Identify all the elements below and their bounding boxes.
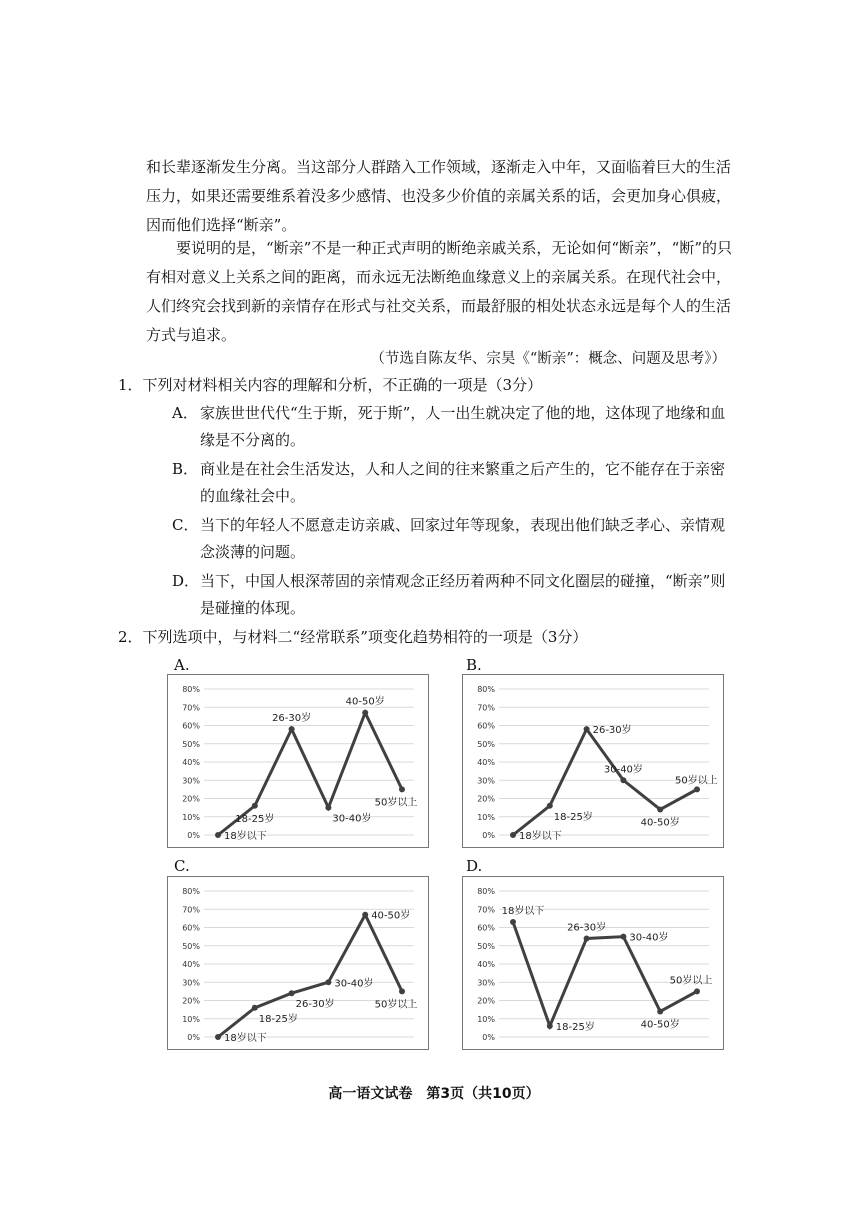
y-tick-label: 20% [182, 794, 200, 804]
question-1-option-d[interactable] [172, 568, 732, 622]
chart-option-label-b[interactable]: B. [466, 656, 482, 674]
chart-a [167, 674, 429, 848]
y-tick-label: 30% [477, 978, 495, 988]
data-point [547, 1023, 553, 1029]
chart-b [462, 674, 724, 848]
data-label: 50岁以上 [669, 975, 713, 987]
y-tick-label: 0% [482, 1033, 495, 1042]
data-label: 50岁以上 [675, 775, 718, 787]
option-label: D． [172, 572, 200, 590]
data-label: 30-40岁 [603, 764, 643, 776]
y-tick-label: 80% [477, 685, 495, 694]
data-label: 18岁以下 [519, 831, 562, 842]
y-tick-label: 60% [182, 721, 200, 731]
option-text: 当下，中国人根深蒂固的亲情观念正经历着两种不同文化圈层的碰撞，“断亲”则是碰撞的体现。 [200, 572, 726, 617]
y-tick-label: 20% [477, 996, 495, 1006]
data-point [584, 726, 590, 732]
y-tick-label: 80% [477, 887, 495, 896]
y-tick-label: 20% [477, 794, 495, 804]
y-tick-label: 70% [182, 703, 200, 713]
data-label: 18-25岁 [258, 1013, 298, 1025]
y-tick-label: 0% [187, 1033, 200, 1042]
data-point [399, 988, 405, 994]
y-tick-label: 70% [477, 905, 495, 915]
data-point [399, 786, 405, 792]
data-label: 50岁以上 [374, 797, 418, 809]
y-tick-label: 50% [477, 941, 495, 951]
data-label: 18岁以下 [224, 831, 267, 842]
data-point [252, 803, 258, 809]
question-1-option-b[interactable] [172, 456, 732, 510]
question-1-option-c[interactable] [172, 512, 732, 566]
data-point [362, 912, 368, 918]
data-label: 26-30岁 [295, 999, 335, 1011]
passage-paragraph-1: 和长辈逐渐发生分离。当这部分人群踏入工作领域，逐渐走入中年，又面临着巨大的生活压力，如果还需要维系着没多少感情、也没多少价值的亲属关系的话，会更加身心俱疲，因而他们选择“断亲”。 [146, 158, 732, 234]
y-tick-label: 80% [182, 685, 200, 694]
data-label: 30-40岁 [332, 813, 372, 825]
data-point [694, 988, 700, 994]
option-text: 当下的年轻人不愿意走访亲戚、回家过年等现象，表现出他们缺乏孝心、亲情观念淡薄的问题。 [200, 516, 726, 561]
chart-b-svg [463, 675, 723, 847]
data-label: 40-50岁 [371, 910, 411, 922]
page-footer: 高一语文试卷 第3页（共10页） [328, 1086, 540, 1102]
y-tick-label: 40% [477, 960, 495, 969]
y-tick-label: 60% [182, 923, 200, 933]
y-tick-label: 40% [477, 758, 495, 767]
data-point [620, 777, 626, 783]
data-point [657, 1008, 663, 1014]
y-tick-label: 10% [182, 812, 200, 822]
data-label: 50岁以上 [374, 999, 418, 1011]
data-label: 30-40岁 [629, 932, 669, 944]
chart-d [462, 876, 724, 1050]
data-label: 18-25岁 [555, 1022, 595, 1034]
data-point [510, 832, 516, 838]
y-tick-label: 10% [477, 812, 495, 822]
y-tick-label: 0% [187, 831, 200, 840]
option-label: B． [172, 460, 199, 478]
data-label: 18岁以下 [501, 906, 545, 918]
series-line [513, 922, 697, 1026]
question-1-stem: 1．下列对材料相关内容的理解和分析，不正确的一项是（3分） [118, 376, 543, 394]
data-point [289, 990, 295, 996]
y-tick-label: 50% [477, 739, 495, 749]
y-tick-label: 0% [482, 831, 495, 840]
data-point [657, 806, 663, 812]
chart-a-svg [168, 675, 428, 847]
data-point [289, 726, 295, 732]
question-1-option-a[interactable] [172, 400, 732, 454]
y-tick-label: 80% [182, 887, 200, 896]
option-label: C． [172, 516, 199, 534]
data-label: 18-25岁 [235, 813, 275, 825]
option-text: 商业是在社会生活发达，人和人之间的往来繁重之后产生的，它不能存在于亲密的血缘社会中。 [200, 460, 726, 505]
data-point [215, 832, 221, 838]
option-label: A． [172, 404, 198, 422]
data-label: 18岁以下 [224, 1033, 267, 1044]
chart-d-svg [463, 877, 723, 1049]
y-tick-label: 50% [182, 941, 200, 951]
chart-option-label-a[interactable]: A. [174, 656, 190, 674]
y-tick-label: 50% [182, 739, 200, 749]
data-label: 30-40岁 [334, 978, 374, 990]
data-point [620, 934, 626, 940]
data-label: 40-50岁 [640, 1019, 680, 1031]
chart-option-label-c[interactable]: C. [174, 857, 190, 875]
y-tick-label: 10% [477, 1014, 495, 1024]
y-tick-label: 30% [182, 776, 200, 786]
chart-option-label-d[interactable]: D. [466, 857, 483, 875]
data-point [547, 803, 553, 809]
data-point [362, 710, 368, 716]
data-point [215, 1034, 221, 1040]
passage-source: （节选自陈友华、宗昊《“断亲”：概念、问题及思考》） [370, 351, 726, 367]
data-label: 26-30岁 [592, 725, 632, 737]
y-tick-label: 20% [182, 996, 200, 1006]
y-tick-label: 30% [182, 978, 200, 988]
y-tick-label: 10% [182, 1014, 200, 1024]
data-label: 26-30岁 [272, 713, 312, 725]
chart-c [167, 876, 429, 1050]
y-tick-label: 70% [477, 703, 495, 713]
question-2-stem: 2．下列选项中，与材料二“经常联系”项变化趋势相符的一项是（3分） [118, 628, 588, 646]
data-label: 40-50岁 [345, 696, 385, 708]
y-tick-label: 70% [182, 905, 200, 915]
data-label: 40-50岁 [640, 817, 680, 829]
data-label: 26-30岁 [567, 922, 607, 934]
data-point [510, 919, 516, 925]
y-tick-label: 60% [477, 923, 495, 933]
data-label: 18-25岁 [553, 811, 593, 823]
chart-c-svg [168, 877, 428, 1049]
y-tick-label: 30% [477, 776, 495, 786]
y-tick-label: 60% [477, 721, 495, 731]
data-point [584, 935, 590, 941]
option-text: 家族世世代代“生于斯，死于斯”，人一出生就决定了他的地，这体现了地缘和血缘是不分离的。 [200, 404, 726, 449]
y-tick-label: 40% [182, 960, 200, 969]
data-point [325, 979, 331, 985]
passage-paragraph-2: 要说明的是，“断亲”不是一种正式声明的断绝亲戚关系，无论如何“断亲”，“断”的只有相对意义上关系之间的距离，而永远无法断绝血缘意义上的亲属关系。在现代社会中，人们终究会找到新的亲情存在形式与社交关系，而最舒服的相处状态永远是每个人的生活方式与追求。 [146, 239, 733, 344]
data-point [325, 805, 331, 811]
data-point [694, 786, 700, 792]
data-point [252, 1005, 258, 1011]
y-tick-label: 40% [182, 758, 200, 767]
